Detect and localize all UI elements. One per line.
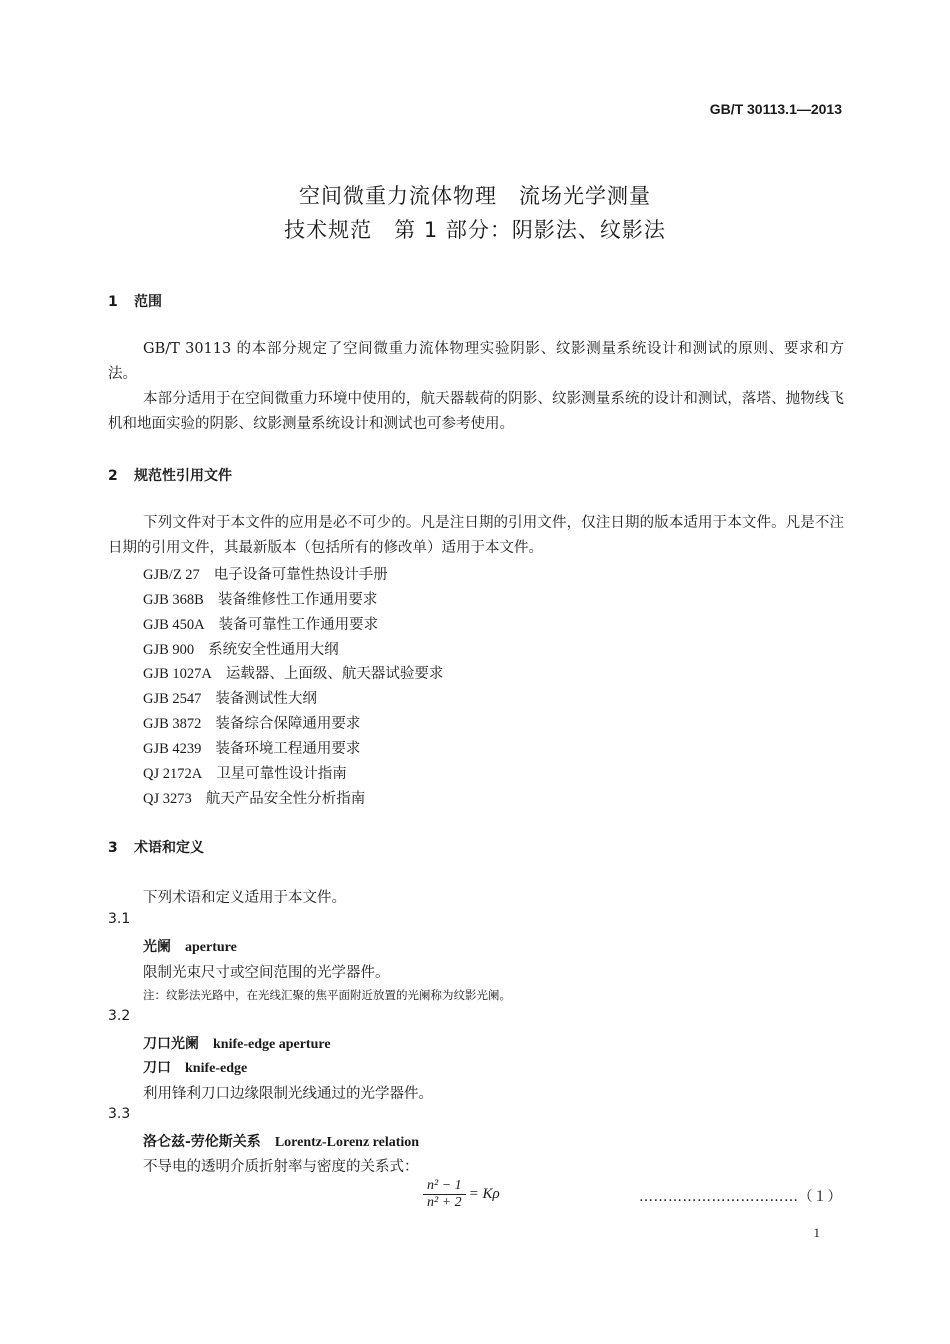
term-number: 3.2 [108, 1008, 131, 1024]
formula-rhs: = Kρ [468, 1186, 500, 1202]
term-definition: 利用锋利刀口边缘限制光线通过的光学器件。 [143, 1086, 433, 1102]
reference-item: GJB/Z 27 电子设备可靠性热设计手册 [143, 567, 388, 583]
section-title: 术语和定义 [134, 840, 204, 856]
term-synonym: 刀口 knife-edge [143, 1060, 248, 1076]
term-name: 光阑 aperture [143, 939, 237, 955]
term-definition: 不导电的透明介质折射率与密度的关系式： [143, 1159, 419, 1175]
formula-number: ……………………………（１） [639, 1189, 842, 1205]
section-1-para-1: GB/T 30113 的本部分规定了空间微重力流体物理实验阴影、纹影测量系统设计和测试的原则、要求和方法。 [108, 341, 844, 382]
reference-item: GJB 900 系统安全性通用大纲 [143, 642, 339, 658]
section-2-heading [108, 465, 232, 485]
page-number: 1 [813, 1225, 820, 1240]
term-name: 刀口光阑 knife-edge aperture [143, 1036, 331, 1052]
section-number: 2 [108, 468, 118, 484]
section-title: 范围 [134, 294, 162, 310]
reference-item: GJB 4239 装备环境工程通用要求 [143, 741, 361, 757]
term-note: 注：纹影法光路中，在光线汇聚的焦平面附近放置的光阑称为纹影光阑。 [143, 988, 511, 1002]
term-name: 洛仑兹-劳伦斯关系 Lorentz-Lorenz relation [143, 1134, 420, 1150]
page-title-line1: 空间微重力流体物理 流场光学测量 [299, 184, 651, 208]
reference-item: GJB 2547 装备测试性大纲 [143, 691, 317, 707]
section-3-intro: 下列术语和定义适用于本文件。 [143, 890, 346, 906]
section-title: 规范性引用文件 [134, 468, 232, 484]
term-number: 3.1 [108, 911, 131, 927]
formula-fraction [423, 1178, 466, 1211]
reference-item: GJB 3872 装备综合保障通用要求 [143, 716, 361, 732]
term-number: 3.3 [108, 1106, 131, 1122]
section-3-heading [108, 837, 204, 857]
section-number: 1 [108, 294, 118, 310]
page-title-line2: 技术规范 第 1 部分：阴影法、纹影法 [284, 218, 666, 242]
formula-numerator: n² − 1 [423, 1178, 466, 1195]
formula-lorentz-lorenz [423, 1178, 500, 1211]
term-definition: 限制光束尺寸或空间范围的光学器件。 [143, 965, 390, 981]
formula-denominator: n² + 2 [427, 1195, 462, 1210]
section-2-intro: 下列文件对于本文件的应用是必不可少的。凡是注日期的引用文件，仅注日期的版本适用于本文件。凡是不注日期的引用文件，其最新版本（包括所有的修改单）适用于本文件。 [108, 515, 844, 556]
reference-item: QJ 3273 航天产品安全性分析指南 [143, 791, 366, 807]
reference-item: GJB 450A 装备可靠性工作通用要求 [143, 617, 379, 633]
reference-item: QJ 2172A 卫星可靠性设计指南 [143, 766, 347, 782]
reference-item: GJB 1027A 运载器、上面级、航天器试验要求 [143, 666, 444, 682]
section-number: 3 [108, 840, 118, 856]
reference-item: GJB 368B 装备维修性工作通用要求 [143, 592, 378, 608]
section-1-para-2: 本部分适用于在空间微重力环境中使用的，航天器载荷的阴影、纹影测量系统的设计和测试，落塔、抛物线飞机和地面实验的阴影、纹影测量系统设计和测试也可参考使用。 [108, 391, 844, 432]
standard-number: GB/T 30113.1—2013 [709, 101, 842, 117]
section-1-heading [108, 291, 162, 311]
